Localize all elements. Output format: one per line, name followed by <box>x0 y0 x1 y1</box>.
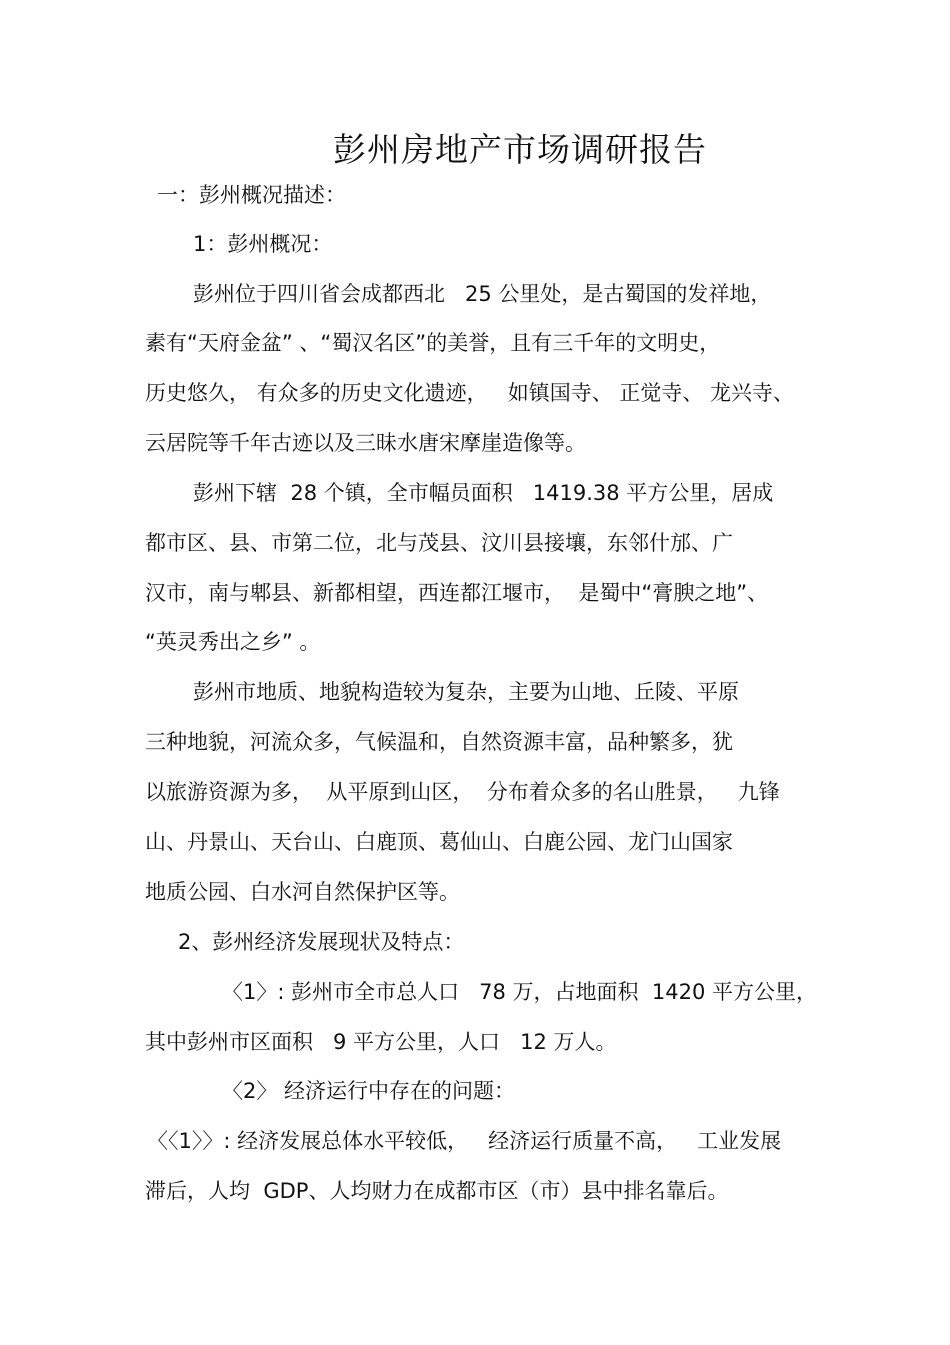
paragraph-line: 汉市，南与郫县、新都相望，西连都江堰市， 是蜀中“膏腴之地”、 <box>145 581 769 605</box>
paragraph-line: 其中彭州市区面积 9 平方公里，人口 12 万人。 <box>145 1030 617 1054</box>
paragraph-line: 〈〈1〉〉: 经济发展总体水平较低， 经济运行质量不高， 工业发展 <box>147 1129 782 1153</box>
paragraph-line: 〈1〉: 彭州市全市总人口 78 万，占地面积 1420 平方公里， <box>222 980 818 1004</box>
paragraph-line: 都市区、县、市第二位，北与茂县、汶川县接壤，东邻什邡、广 <box>145 531 733 555</box>
paragraph-line: 素有“天府金盆” 、“蜀汉名区”的美誉，且有三千年的文明史， <box>145 331 721 355</box>
paragraph-line: 三种地貌，河流众多，气候温和，自然资源丰富，品种繁多，犹 <box>145 730 733 754</box>
document-title: 彭州房地产市场调研报告 <box>333 130 707 169</box>
subsection-heading-overview: 1：彭州概况： <box>193 232 333 256</box>
paragraph-line: 地质公园、白水河自然保护区等。 <box>145 880 460 904</box>
paragraph-line: 彭州位于四川省会成都西北 25 公里处，是古蜀国的发祥地， <box>193 282 772 306</box>
subsection-heading-economy: 2、彭州经济发展现状及特点： <box>178 930 465 954</box>
paragraph-line: 以旅游资源为多， 从平原到山区， 分布着众多的名山胜景， 九锋 <box>145 780 780 804</box>
paragraph-line: 云居院等千年古迹以及三昧水唐宋摩崖造像等。 <box>145 431 586 455</box>
paragraph-line: 彭州下辖 28 个镇，全市幅员面积 1419.38 平方公里，居成 <box>193 481 774 505</box>
paragraph-line: 彭州市地质、地貌构造较为复杂，主要为山地、丘陵、平原 <box>193 680 739 704</box>
paragraph-line: “英灵秀出之乡” 。 <box>145 630 321 654</box>
section-heading-overview: 一：彭州概况描述： <box>157 183 346 207</box>
paragraph-line: 山、丹景山、天台山、白鹿顶、葛仙山、白鹿公园、龙门山国家 <box>145 830 733 854</box>
subsection-heading-problems: 〈2〉 经济运行中存在的问题： <box>222 1079 516 1103</box>
paragraph-line: 历史悠久， 有众多的历史文化遗迹， 如镇国寺、 正觉寺、 龙兴寺、 <box>145 381 795 405</box>
paragraph-line: 滞后，人均 GDP、人均财力在成都市区（市）县中排名靠后。 <box>145 1179 729 1203</box>
